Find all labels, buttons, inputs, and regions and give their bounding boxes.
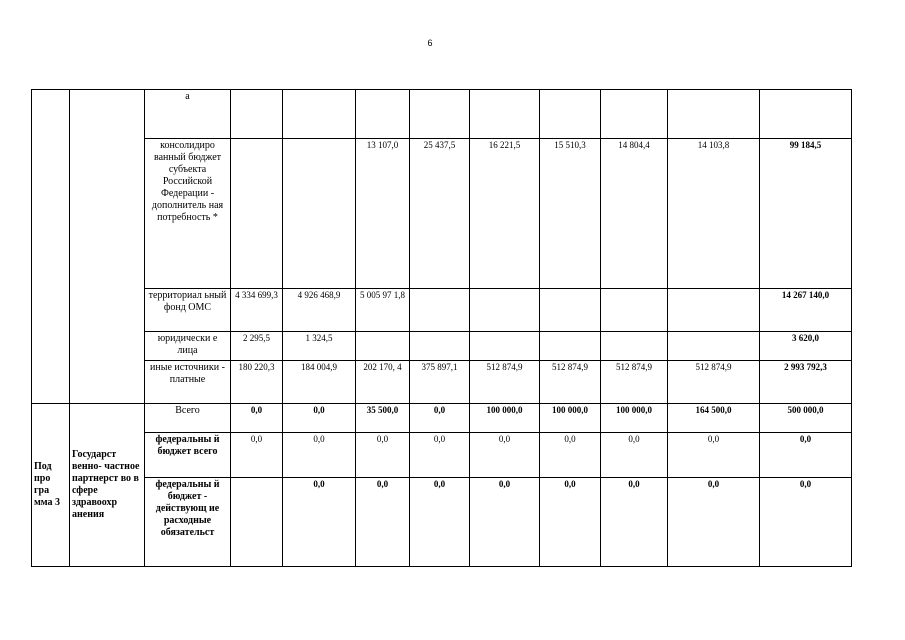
value-cell (540, 289, 601, 332)
value-cell: 512 874,9 (540, 361, 601, 404)
value-cell (356, 90, 410, 139)
row-label: а (145, 90, 231, 139)
value-cell: 512 874,9 (668, 361, 760, 404)
value-cell (231, 139, 283, 289)
value-cell (231, 90, 283, 139)
value-cell: 202 170, 4 (356, 361, 410, 404)
value-cell: 0,0 (283, 433, 356, 478)
value-cell (760, 90, 852, 139)
row-label: федеральны й бюджет - действующ ие расходные обязательст (145, 478, 231, 567)
row-label: территориал ьный фонд ОМС (145, 289, 231, 332)
value-cell (601, 90, 668, 139)
value-cell: 5 005 97 1,8 (356, 289, 410, 332)
value-cell: 0,0 (601, 433, 668, 478)
row-label: федеральны й бюджет всего (145, 433, 231, 478)
row-label: юридически е лица (145, 332, 231, 361)
value-cell (283, 139, 356, 289)
budget-table (31, 89, 852, 567)
table-row (32, 139, 852, 289)
table-row (32, 361, 852, 404)
value-cell: 0,0 (356, 433, 410, 478)
value-cell (410, 289, 470, 332)
subprogram-code: Под про гра мма 3 (32, 404, 70, 567)
table-row (32, 433, 852, 478)
value-cell: 0,0 (601, 478, 668, 567)
total-cell: 99 184,5 (760, 139, 852, 289)
value-cell: 0,0 (283, 404, 356, 433)
value-cell (470, 332, 540, 361)
value-cell: 16 221,5 (470, 139, 540, 289)
value-cell: 0,0 (540, 478, 601, 567)
table-row (32, 90, 852, 139)
value-cell: 100 000,0 (470, 404, 540, 433)
value-cell (356, 332, 410, 361)
value-cell: 14 804,4 (601, 139, 668, 289)
value-cell (470, 90, 540, 139)
value-cell (540, 332, 601, 361)
value-cell: 100 000,0 (540, 404, 601, 433)
value-cell (668, 289, 760, 332)
value-cell: 375 897,1 (410, 361, 470, 404)
total-cell: 0,0 (760, 433, 852, 478)
value-cell: 13 107,0 (356, 139, 410, 289)
row-label: иные источники - платные (145, 361, 231, 404)
value-cell: 0,0 (470, 433, 540, 478)
value-cell (231, 478, 283, 567)
value-cell: 164 500,0 (668, 404, 760, 433)
value-cell: 0,0 (540, 433, 601, 478)
subprogram-code-cell-prev (32, 90, 70, 404)
total-cell: 500 000,0 (760, 404, 852, 433)
value-cell: 4 926 468,9 (283, 289, 356, 332)
table-row (32, 404, 852, 433)
value-cell (668, 332, 760, 361)
subprogram-name-cell-prev (70, 90, 145, 404)
value-cell: 0,0 (668, 433, 760, 478)
value-cell: 14 103,8 (668, 139, 760, 289)
value-cell: 512 874,9 (601, 361, 668, 404)
value-cell: 25 437,5 (410, 139, 470, 289)
value-cell: 0,0 (410, 433, 470, 478)
row-label: консолидиро ванный бюджет субъекта Российской Федерации - дополнитель ная потребность * (145, 139, 231, 289)
value-cell: 0,0 (410, 478, 470, 567)
row-label: Всего (145, 404, 231, 433)
total-cell: 2 993 792,3 (760, 361, 852, 404)
value-cell (601, 289, 668, 332)
value-cell: 0,0 (410, 404, 470, 433)
value-cell (668, 90, 760, 139)
value-cell: 35 500,0 (356, 404, 410, 433)
value-cell: 180 220,3 (231, 361, 283, 404)
table-row (32, 332, 852, 361)
table-row (32, 289, 852, 332)
value-cell (410, 90, 470, 139)
total-cell: 0,0 (760, 478, 852, 567)
total-cell: 3 620,0 (760, 332, 852, 361)
subprogram-name: Государст венно- частное партнерст во в сфере здравоохр анения (70, 404, 145, 567)
value-cell: 184 004,9 (283, 361, 356, 404)
value-cell (283, 90, 356, 139)
value-cell: 0,0 (356, 478, 410, 567)
value-cell: 0,0 (668, 478, 760, 567)
value-cell (540, 90, 601, 139)
value-cell: 4 334 699,3 (231, 289, 283, 332)
value-cell: 0,0 (231, 404, 283, 433)
value-cell: 0,0 (231, 433, 283, 478)
table-row (32, 478, 852, 567)
value-cell: 512 874,9 (470, 361, 540, 404)
page-number: 6 (427, 38, 433, 48)
value-cell: 0,0 (470, 478, 540, 567)
value-cell: 0,0 (283, 478, 356, 567)
value-cell (601, 332, 668, 361)
value-cell: 100 000,0 (601, 404, 668, 433)
value-cell (410, 332, 470, 361)
value-cell: 2 295,5 (231, 332, 283, 361)
value-cell: 15 510,3 (540, 139, 601, 289)
value-cell: 1 324,5 (283, 332, 356, 361)
total-cell: 14 267 140,0 (760, 289, 852, 332)
value-cell (470, 289, 540, 332)
